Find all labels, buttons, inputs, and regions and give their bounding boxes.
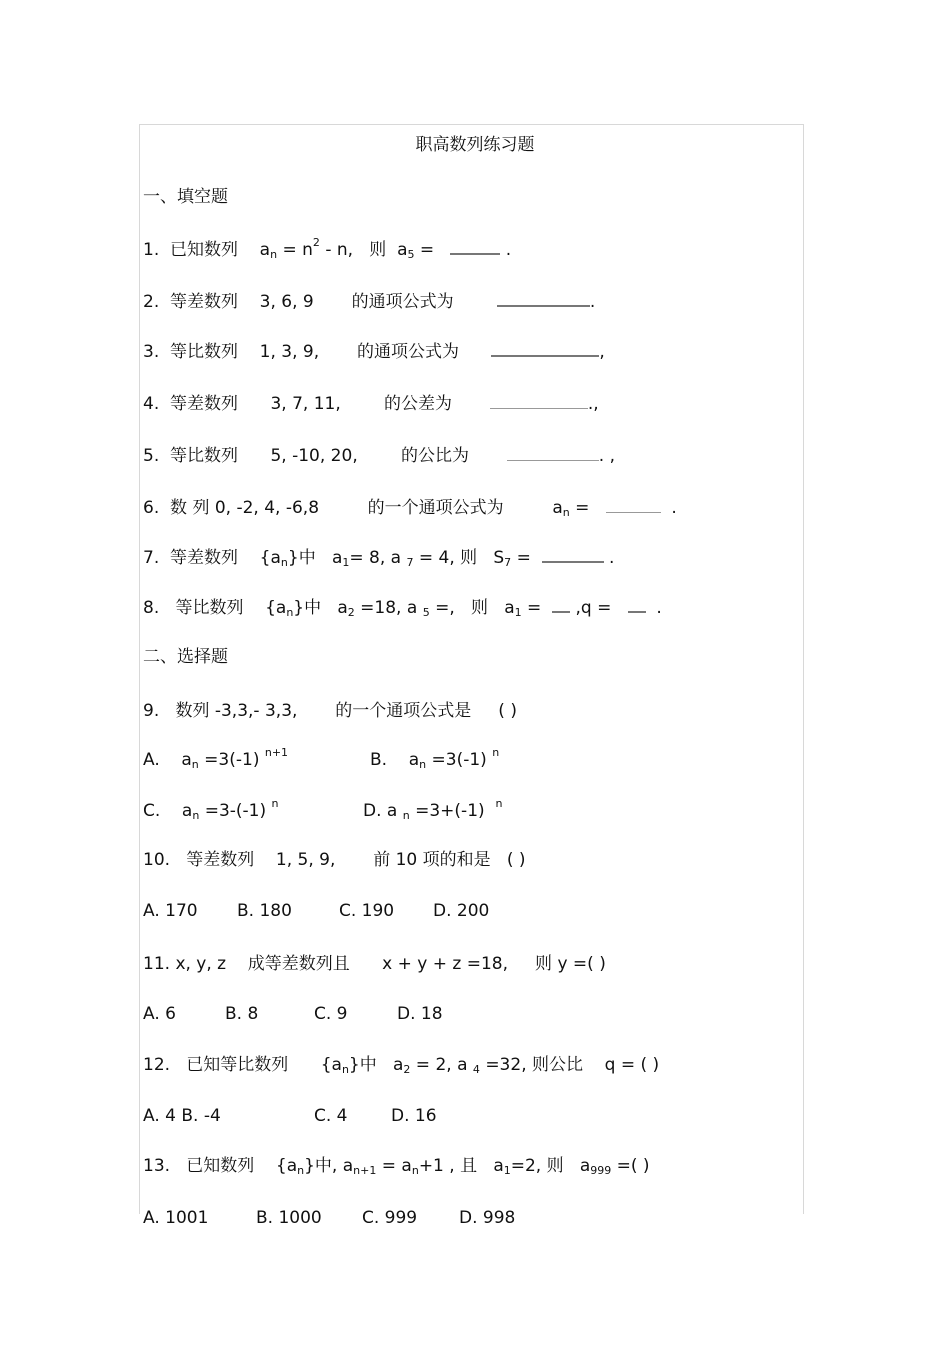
question-13-option-b[interactable]: B. 1000 bbox=[256, 1208, 322, 1228]
section-fill-in-heading: 一、填空题 bbox=[143, 187, 228, 207]
question-13-option-c[interactable]: C. 999 bbox=[362, 1208, 418, 1228]
question-5: 5. 等比数列 5, -10, 20, 的公比为 . , bbox=[143, 446, 615, 466]
answer-blank[interactable] bbox=[490, 398, 588, 409]
question-12-option-c[interactable]: C. 4 bbox=[314, 1106, 348, 1126]
question-3: 3. 等比数列 1, 3, 9, 的通项公式为 , bbox=[143, 342, 605, 362]
question-9-option-b[interactable]: B. an =3(-1) $^n$ bbox=[370, 746, 500, 771]
answer-blank[interactable] bbox=[491, 345, 599, 357]
question-10-option-b[interactable]: B. 180 bbox=[237, 901, 292, 921]
question-11: 11. x, y, z 成等差数列且 x + y + z =18, 则 y =( ) bbox=[143, 954, 606, 974]
question-9-option-d[interactable]: D. a n =3+(-1) $^n$ bbox=[363, 797, 503, 822]
question-8: 8. 等比数列 {an}中 a2 =18, a 5 =, 则 a1 = ,q = . bbox=[143, 598, 662, 619]
question-10-option-c[interactable]: C. 190 bbox=[339, 901, 395, 921]
answer-blank[interactable] bbox=[628, 605, 646, 613]
document-title: 职高数列练习题 bbox=[415, 135, 535, 155]
question-10-option-d[interactable]: D. 200 bbox=[433, 901, 490, 921]
answer-blank[interactable] bbox=[450, 243, 500, 255]
question-9: 9. 数列 -3,3,- 3,3, 的一个通项公式是 ( ) bbox=[143, 701, 517, 721]
answer-blank[interactable] bbox=[507, 450, 599, 461]
question-12-option-d[interactable]: D. 16 bbox=[391, 1106, 437, 1126]
question-4: 4. 等差数列 3, 7, 11, 的公差为 ., bbox=[143, 394, 599, 414]
answer-blank[interactable] bbox=[606, 507, 661, 513]
question-10-option-a[interactable]: A. 170 bbox=[143, 901, 198, 921]
question-12-option-a-b[interactable]: A. 4 B. -4 bbox=[143, 1106, 221, 1126]
question-13-option-d[interactable]: D. 998 bbox=[459, 1208, 516, 1228]
question-2: 2. 等差数列 3, 6, 9 的通项公式为 . bbox=[143, 292, 596, 312]
question-6: 6. 数 列 0, -2, 4, -6,8 的一个通项公式为 an = . bbox=[143, 498, 677, 519]
question-12: 12. 已知等比数列 {an}中 a2 = 2, a 4 =32, 则公比 q = ( ) bbox=[143, 1055, 660, 1076]
question-10: 10. 等差数列 1, 5, 9, 前 10 项的和是 ( ) bbox=[143, 850, 526, 870]
question-11-option-c[interactable]: C. 9 bbox=[314, 1004, 348, 1024]
question-11-option-a[interactable]: A. 6 bbox=[143, 1004, 176, 1024]
page-frame bbox=[139, 124, 804, 1214]
question-11-option-b[interactable]: B. 8 bbox=[225, 1004, 259, 1024]
question-13-option-a[interactable]: A. 1001 bbox=[143, 1208, 209, 1228]
question-11-option-d[interactable]: D. 18 bbox=[397, 1004, 443, 1024]
question-9-option-c[interactable]: C. an =3-(-1) $^n$ bbox=[143, 797, 279, 822]
question-9-option-a[interactable]: A. an =3(-1) $^{n+1}$ bbox=[143, 746, 289, 771]
question-13: 13. 已知数列 {an}中, an+1 = an+1 , 且 a1=2, 则 a999 =( ) bbox=[143, 1156, 650, 1177]
answer-blank[interactable] bbox=[552, 605, 570, 613]
question-7: 7. 等差数列 {an}中 a1= 8, a 7 = 4, 则 S7 = . bbox=[143, 548, 615, 569]
answer-blank[interactable] bbox=[542, 556, 604, 563]
section-multiple-choice-heading: 二、选择题 bbox=[143, 647, 228, 667]
answer-blank[interactable] bbox=[497, 295, 590, 307]
question-1: 1. 已知数列 an = $n^2$ - n, 则 a5 = . bbox=[143, 236, 512, 261]
